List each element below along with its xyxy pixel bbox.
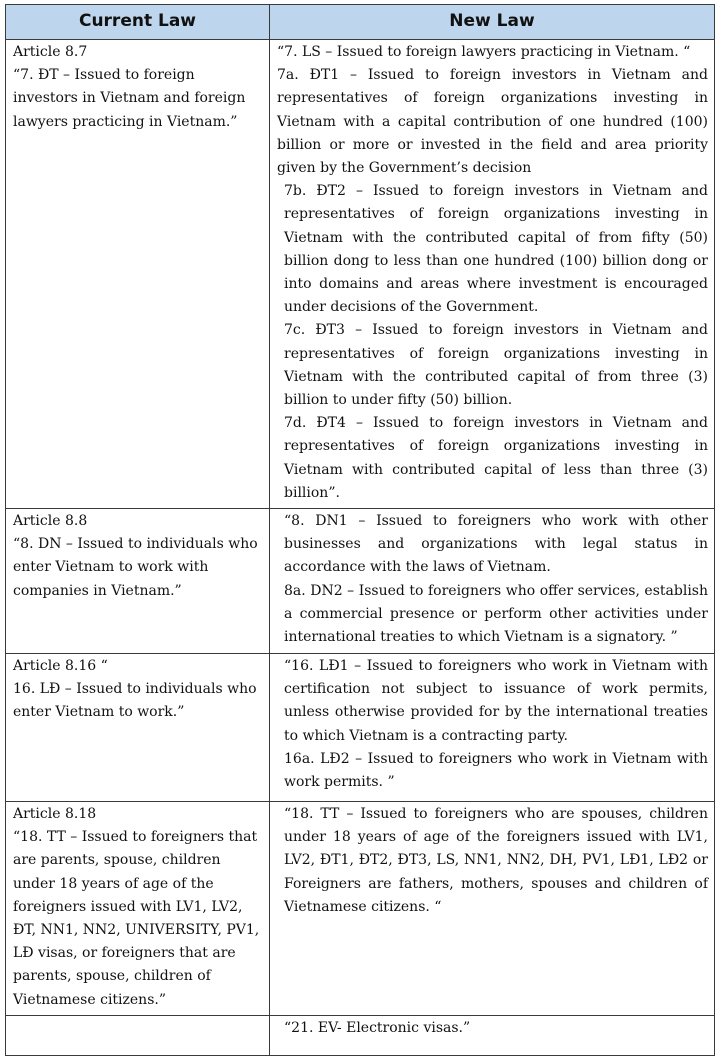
- current-law-cell: [6, 40, 270, 509]
- new-law-paragraph: 7c. ĐT3 – Issued to foreign investors in Vietnam and representatives of foreign organizations investing in Vietnam with the contributed capital of from three (3) billion to under fifty (50) billion.: [284, 322, 708, 409]
- current-law-text: 16. LĐ – Issued to individuals who enter Vietnam to work.”: [13, 681, 257, 721]
- article-ref: Article 8.8: [13, 513, 88, 530]
- law-comparison-table: [5, 4, 715, 1056]
- current-law-cell: [6, 509, 270, 654]
- table-row: [6, 802, 715, 1016]
- new-law-cell: [270, 1015, 715, 1055]
- table-row: [6, 509, 715, 654]
- new-law-paragraph: “7. LS – Issued to foreign lawyers practicing in Vietnam. “: [277, 44, 691, 60]
- current-law-text: “18. TT – Issued to foreigners that are parents, spouse, children under 18 years of age of the foreigners issued with LV1, LV2, ĐT, NN1, NN2, UNIVERSITY, PV1, LĐ visas, or foreigners that are parents, spouse, children of Vietnamese citizens.”: [13, 829, 260, 1008]
- table-row: [6, 1015, 715, 1055]
- new-law-paragraph: 7a. ĐT1 – Issued to foreign investors in Vietnam and representatives of foreign organizations investing in Vietnam with a capital contribution of one hundred (100) billion or more or invested in the field and area priority given by the Government’s decision: [277, 67, 708, 177]
- new-law-paragraph: “8. DN1 – Issued to foreigners who work with other businesses and organizations with legal status in accordance with the laws of Vietnam.: [284, 513, 708, 576]
- article-ref: Article 8.18: [13, 806, 97, 823]
- current-law-cell: [6, 654, 270, 802]
- new-law-paragraph: 8a. DN2 – Issued to foreigners who offer services, establish a commercial presence or perform other activities under international treaties to which Vietnam is a signatory. ”: [284, 582, 708, 646]
- article-ref: Article 8.16 “: [13, 658, 108, 675]
- new-law-cell: [270, 509, 715, 654]
- article-ref: Article 8.7: [13, 44, 88, 60]
- new-law-paragraph: “16. LĐ1 – Issued to foreigners who work in Vietnam with certification not subject to issuance of work permits, unless otherwise provided for by the international treaties to which Vietnam is a contracting party.: [284, 658, 708, 744]
- new-law-paragraph: 7b. ĐT2 – Issued to foreign investors in Vietnam and representatives of foreign organizations investing in Vietnam with the contributed capital of from fifty (50) billion dong to less than one hundred (100) billion dong or into domains and areas where investment is encouraged under decisions of the Government.: [284, 183, 708, 316]
- current-law-cell-empty: [6, 1015, 270, 1055]
- new-law-paragraph: “21. EV- Electronic visas.”: [284, 1019, 471, 1036]
- header-current-law: Current Law: [6, 5, 270, 40]
- table-row: [6, 654, 715, 802]
- table-row: [6, 40, 715, 509]
- new-law-paragraph: 7d. ĐT4 – Issued to foreign investors in Vietnam and representatives of foreign organizations investing in Vietnam with contributed capital of less than three (3) billion”.: [284, 415, 708, 501]
- new-law-cell: [270, 802, 715, 1016]
- new-law-paragraph: “18. TT – Issued to foreigners who are spouses, children under 18 years of age of the foreigners issued with LV1, LV2, ĐT1, ĐT2, ĐT3, LS, NN1, NN2, DH, PV1, LĐ1, LĐ2 or Foreigners are fathers, mothers, spouses and children of Vietnamese citizens. “: [284, 806, 708, 915]
- current-law-text: “7. ĐT – Issued to foreign investors in Vietnam and foreign lawyers practicing in Vietnam.”: [13, 67, 246, 130]
- header-row: [6, 5, 715, 40]
- current-law-text: “8. DN – Issued to individuals who enter Vietnam to work with companies in Vietnam.”: [13, 536, 258, 599]
- new-law-paragraph: 16a. LĐ2 – Issued to foreigners who work in Vietnam with work permits. ”: [284, 750, 708, 791]
- new-law-cell: [270, 40, 715, 509]
- new-law-cell: [270, 654, 715, 802]
- header-new-law: New Law: [270, 5, 715, 40]
- current-law-cell: [6, 802, 270, 1016]
